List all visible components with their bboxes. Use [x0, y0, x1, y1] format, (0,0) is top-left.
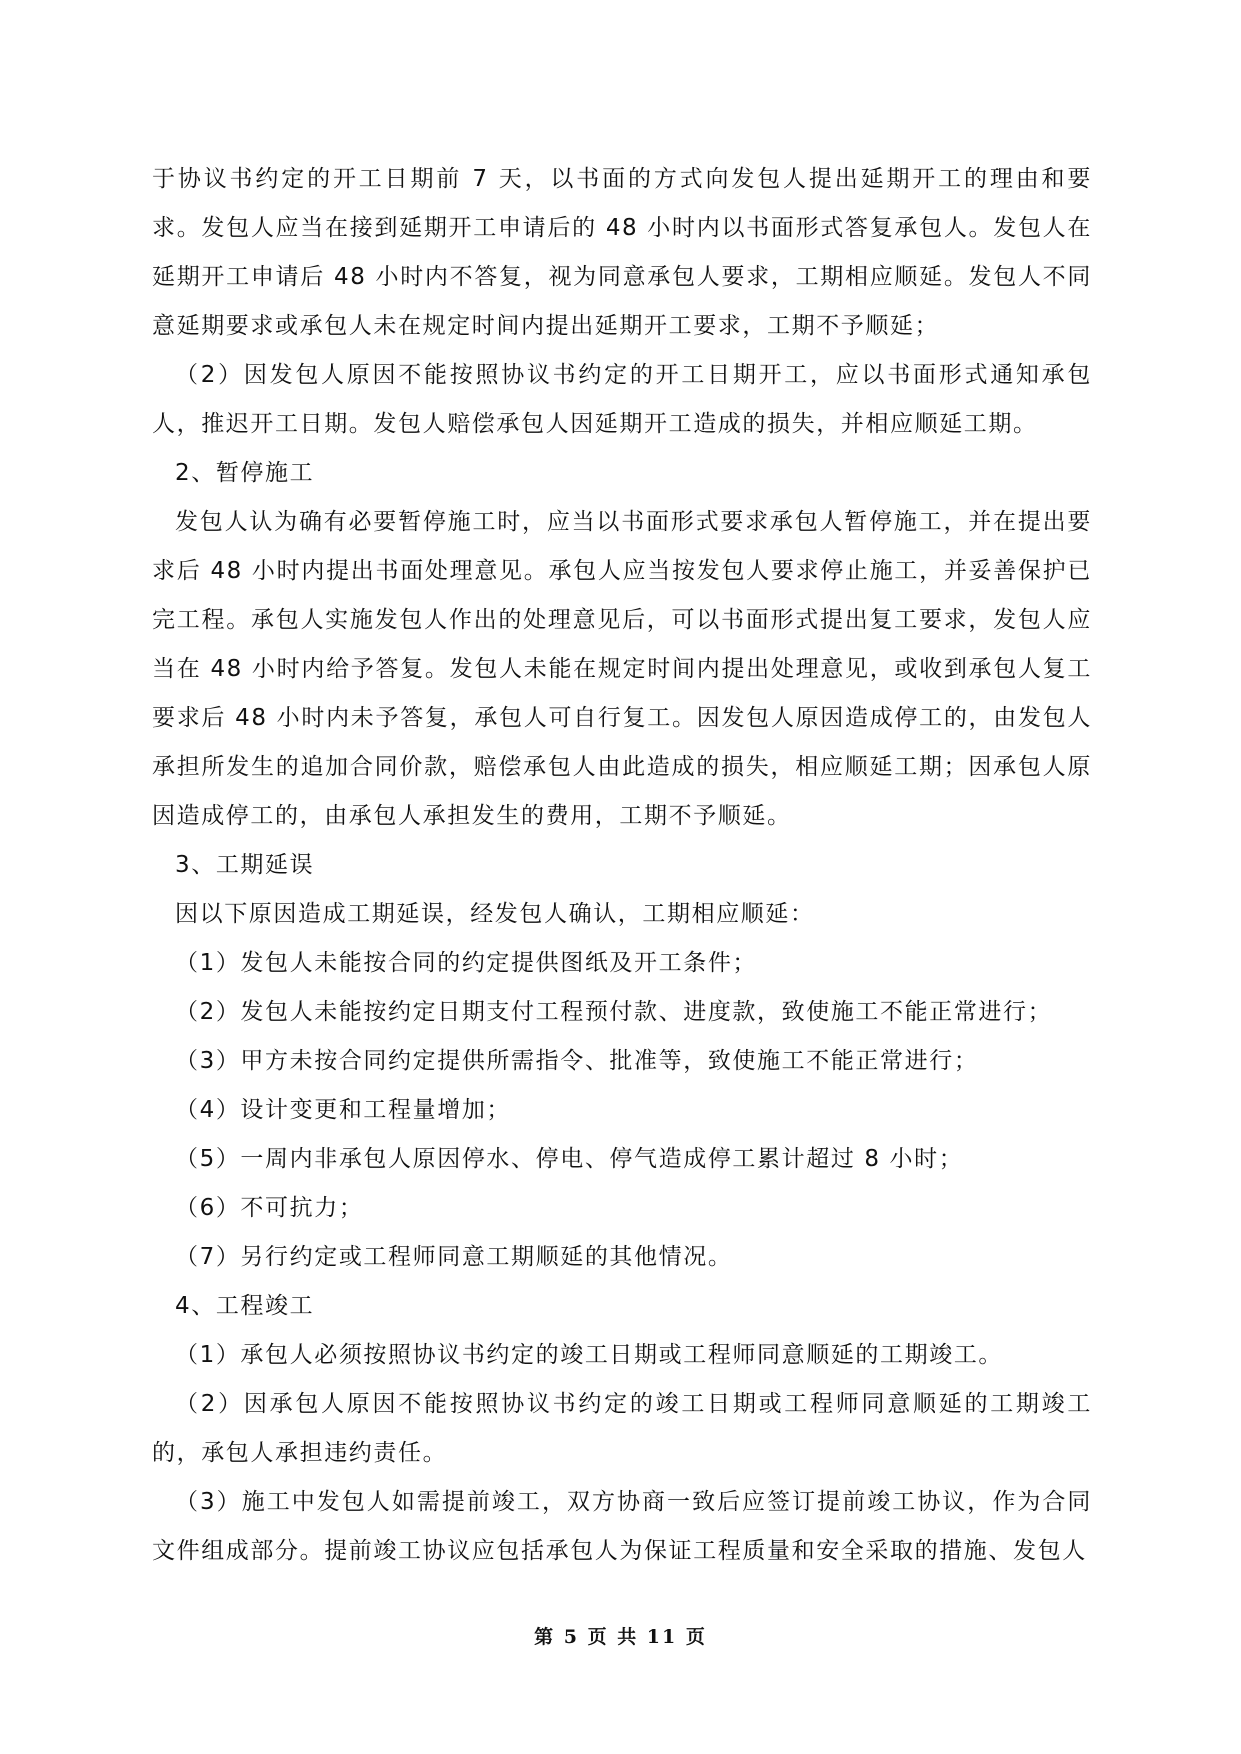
- list-item-delay-7: （7）另行约定或工程师同意工期顺延的其他情况。: [175, 1244, 733, 1270]
- list-item-delay-3: （3）甲方未按合同约定提供所需指令、批准等，致使施工不能正常进行；: [175, 1048, 979, 1074]
- paragraph-suspension: 发包人认为确有必要暂停施工时，应当以书面形式要求承包人暂停施工，并在提出要求后 48 小时内提出书面处理意见。承包人应当按发包人要求停止施工，并妥善保护已完工程。承包人实施发包人作出的处理意见后，可以书面形式提出复工要求，发包人应当在 48 小时内给予答复。发包人未能在规定时间内提出处理意见，或收到承包人复工要求后 48 小时内未予答复，承包人可自行复工。因发包人原因造成停工的，由发包人承担所发生的追加合同价款，赔偿承包人由此造成的损失，相应顺延工期；因承包人原因造成停工的，由承包人承担发生的费用，工期不予顺延。: [152, 509, 1092, 829]
- section-heading-delay: 3、工期延误: [175, 852, 315, 878]
- paragraph-continuation: 于协议书约定的开工日期前 7 天，以书面的方式向发包人提出延期开工的理由和要求。发包人应当在接到延期开工申请后的 48 小时内以书面形式答复承包人。发包人在延期开工申请后 48 小时内不答复，视为同意承包人要求，工期相应顺延。发包人不同意延期要求或承包人未在规定时间内提出延期开工要求，工期不予顺延；: [152, 166, 1092, 339]
- page-number-footer: 第 5 页 共 11 页: [534, 1626, 707, 1648]
- list-item-delay-4: （4）设计变更和工程量增加；: [175, 1097, 512, 1123]
- list-item-completion-1: （1）承包人必须按照协议书约定的竣工日期或工程师同意顺延的工期竣工。: [175, 1342, 1004, 1368]
- section-heading-suspension: 2、暂停施工: [175, 460, 315, 486]
- section-heading-completion: 4、工程竣工: [175, 1293, 315, 1319]
- list-item-delay-5: （5）一周内非承包人原因停水、停电、停气造成停工累计超过 8 小时；: [175, 1146, 964, 1172]
- list-item-completion-2: （2）因承包人原因不能按照协议书约定的竣工日期或工程师同意顺延的工期竣工的，承包人承担违约责任。: [152, 1391, 1092, 1466]
- list-item-delay-1: （1）发包人未能按合同的约定提供图纸及开工条件；: [175, 950, 758, 976]
- list-item-delay-2: （2）发包人未能按约定日期支付工程预付款、进度款，致使施工不能正常进行；: [175, 999, 1053, 1025]
- list-item-completion-3: （3）施工中发包人如需提前竣工，双方协商一致后应签订提前竣工协议，作为合同文件组成部分。提前竣工协议应包括承包人为保证工程质量和安全采取的措施、发包人: [152, 1489, 1092, 1564]
- paragraph-item-2-start-delay: （2）因发包人原因不能按照协议书约定的开工日期开工，应以书面形式通知承包人，推迟开工日期。发包人赔偿承包人因延期开工造成的损失，并相应顺延工期。: [152, 362, 1092, 437]
- document-body: [152, 155, 1092, 1576]
- paragraph-delay-intro: 因以下原因造成工期延误，经发包人确认，工期相应顺延：: [175, 901, 815, 927]
- list-item-delay-6: （6）不可抗力；: [175, 1195, 364, 1221]
